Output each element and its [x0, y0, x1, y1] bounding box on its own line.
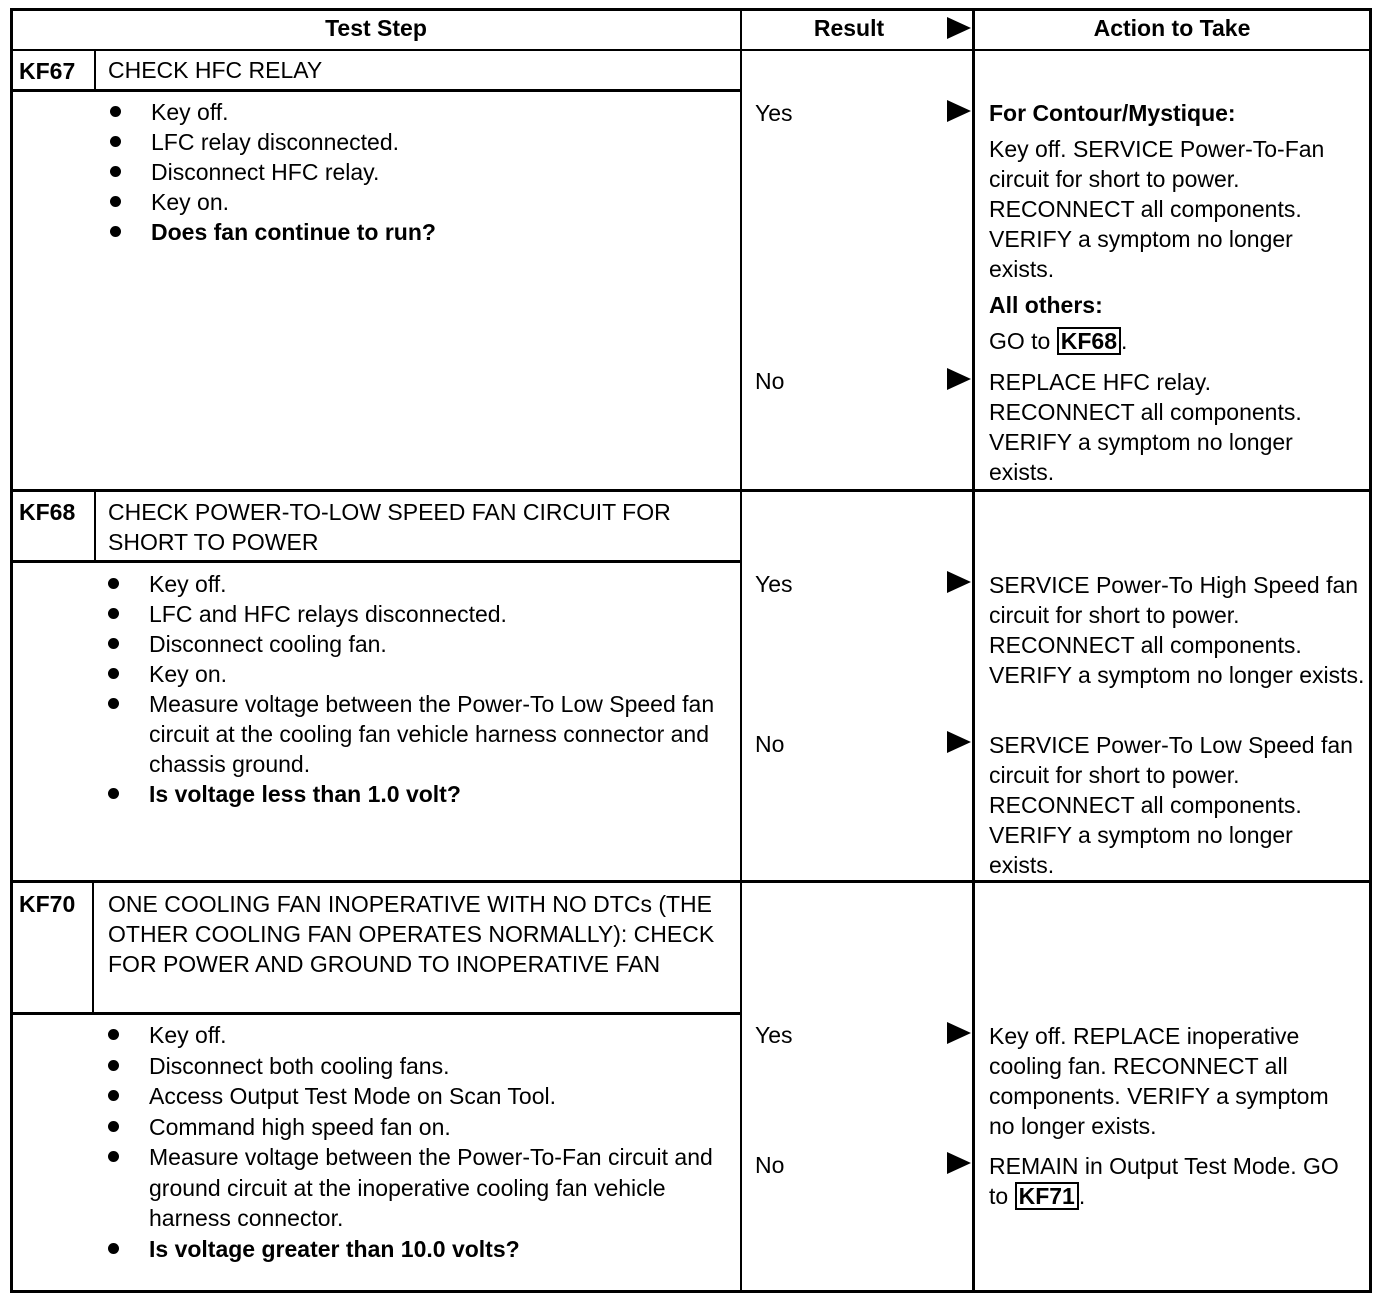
- kf67-title: CHECK HFC RELAY: [108, 57, 323, 83]
- goto-ref-kf71[interactable]: KF71: [1015, 1182, 1079, 1210]
- kf67-no-action: REPLACE HFC relay. RECONNECT all components. VERIFY a symptom no longer exists.: [989, 369, 1302, 485]
- step-item: Command high speed fan on.: [108, 1112, 733, 1143]
- kf70-no-arrow-icon: [947, 1152, 971, 1174]
- step-item: Key on.: [110, 187, 720, 217]
- step-item: Key off.: [108, 1020, 733, 1051]
- kf67-title-line: [12, 89, 740, 92]
- step-item: Key on.: [108, 659, 733, 689]
- kf67-no-label: No: [755, 368, 785, 394]
- step-item: LFC and HFC relays disconnected.: [108, 599, 733, 629]
- row-line-2: [12, 880, 1372, 883]
- divider-action: [972, 8, 975, 1293]
- step-question: Does fan continue to run?: [110, 217, 720, 247]
- kf70-steps: [108, 1020, 733, 1264]
- step-item: Measure voltage between the Power-To-Fan circuit and ground circuit at the inoperative cooling fan vehicle harness connector.: [108, 1142, 733, 1234]
- row-line-1: [12, 489, 1372, 492]
- kf70-no-label: No: [755, 1152, 785, 1178]
- kf70-title-line: [12, 1012, 740, 1015]
- kf67-code-divider: [94, 51, 96, 89]
- kf70-yes-action: Key off. REPLACE inoperative cooling fan. RECONNECT all components. VERIFY a symptom no longer exists.: [989, 1023, 1329, 1139]
- header-test-step: Test Step: [325, 15, 427, 41]
- step-question: Is voltage less than 1.0 volt?: [108, 779, 733, 809]
- kf68-yes-arrow-icon: [947, 571, 971, 593]
- kf68-yes-action: SERVICE Power-To High Speed fan circuit for short to power. RECONNECT all components. VERIFY a symptom no longer exists.: [989, 572, 1365, 688]
- goto-suffix: .: [1078, 1183, 1086, 1209]
- kf70-no-text: REMAIN in Output Test Mode. GO to: [989, 1153, 1339, 1209]
- kf68-code: KF68: [19, 499, 76, 525]
- step-item: Key off.: [110, 97, 720, 127]
- kf67-yes-goto: [989, 326, 1361, 356]
- border-right: [1369, 8, 1372, 1293]
- border-top: [12, 8, 1372, 11]
- border-bottom: [12, 1290, 1372, 1293]
- goto-suffix: .: [1121, 328, 1128, 354]
- kf70-no-action: [989, 1151, 1359, 1211]
- step-item: Access Output Test Mode on Scan Tool.: [108, 1081, 733, 1112]
- step-item: Key off.: [108, 569, 733, 599]
- step-question: Is voltage greater than 10.0 volts?: [108, 1234, 733, 1265]
- goto-ref-kf68[interactable]: KF68: [1057, 327, 1121, 355]
- kf70-title: ONE COOLING FAN INOPERATIVE WITH NO DTCs (THE OTHER COOLING FAN OPERATES NORMALLY): CHECK FOR POWER AND GROUND TO INOPERATIVE FAN: [108, 891, 715, 977]
- kf70-yes-label: Yes: [755, 1022, 793, 1048]
- kf67-yes-text1: Key off. SERVICE Power-To-Fan circuit for short to power. RECONNECT all components. VERIFY a symptom no longer exists.: [989, 136, 1325, 282]
- kf68-yes-label: Yes: [755, 571, 793, 597]
- step-item: Disconnect both cooling fans.: [108, 1051, 733, 1082]
- kf68-title-line: [12, 560, 740, 563]
- kf68-no-label: No: [755, 731, 785, 757]
- kf67-yes-action: [989, 98, 1361, 356]
- kf67-yes-heading1: For Contour/Mystique:: [989, 100, 1236, 126]
- header-arrow-icon: [947, 17, 971, 39]
- header-line: [12, 49, 1372, 51]
- kf68-code-divider: [94, 492, 96, 560]
- kf67-yes-arrow-icon: [947, 100, 971, 122]
- step-item: LFC relay disconnected.: [110, 127, 720, 157]
- kf70-code: KF70: [19, 891, 76, 917]
- kf67-steps: [110, 97, 720, 247]
- kf68-no-action: SERVICE Power-To Low Speed fan circuit for short to power. RECONNECT all components. VERIFY a symptom no longer exists.: [989, 732, 1353, 878]
- kf70-code-divider: [92, 883, 94, 1012]
- step-item: Disconnect cooling fan.: [108, 629, 733, 659]
- kf67-no-arrow-icon: [947, 368, 971, 390]
- kf68-title: CHECK POWER-TO-LOW SPEED FAN CIRCUIT FOR SHORT TO POWER: [108, 499, 671, 555]
- kf68-steps: [108, 569, 733, 809]
- border-left: [10, 8, 13, 1293]
- header-result: Result: [813, 15, 885, 41]
- kf67-code: KF67: [19, 58, 76, 84]
- step-item: Disconnect HFC relay.: [110, 157, 720, 187]
- header-action: Action to Take: [1093, 15, 1251, 41]
- kf67-yes-label: Yes: [755, 100, 793, 126]
- divider-result: [740, 8, 742, 1293]
- kf70-yes-arrow-icon: [947, 1022, 971, 1044]
- kf68-no-arrow-icon: [947, 731, 971, 753]
- kf67-yes-heading2: All others:: [989, 292, 1103, 318]
- step-item: Measure voltage between the Power-To Low Speed fan circuit at the cooling fan vehicle harness connector and chassis ground.: [108, 689, 733, 779]
- goto-prefix: GO to: [989, 328, 1051, 354]
